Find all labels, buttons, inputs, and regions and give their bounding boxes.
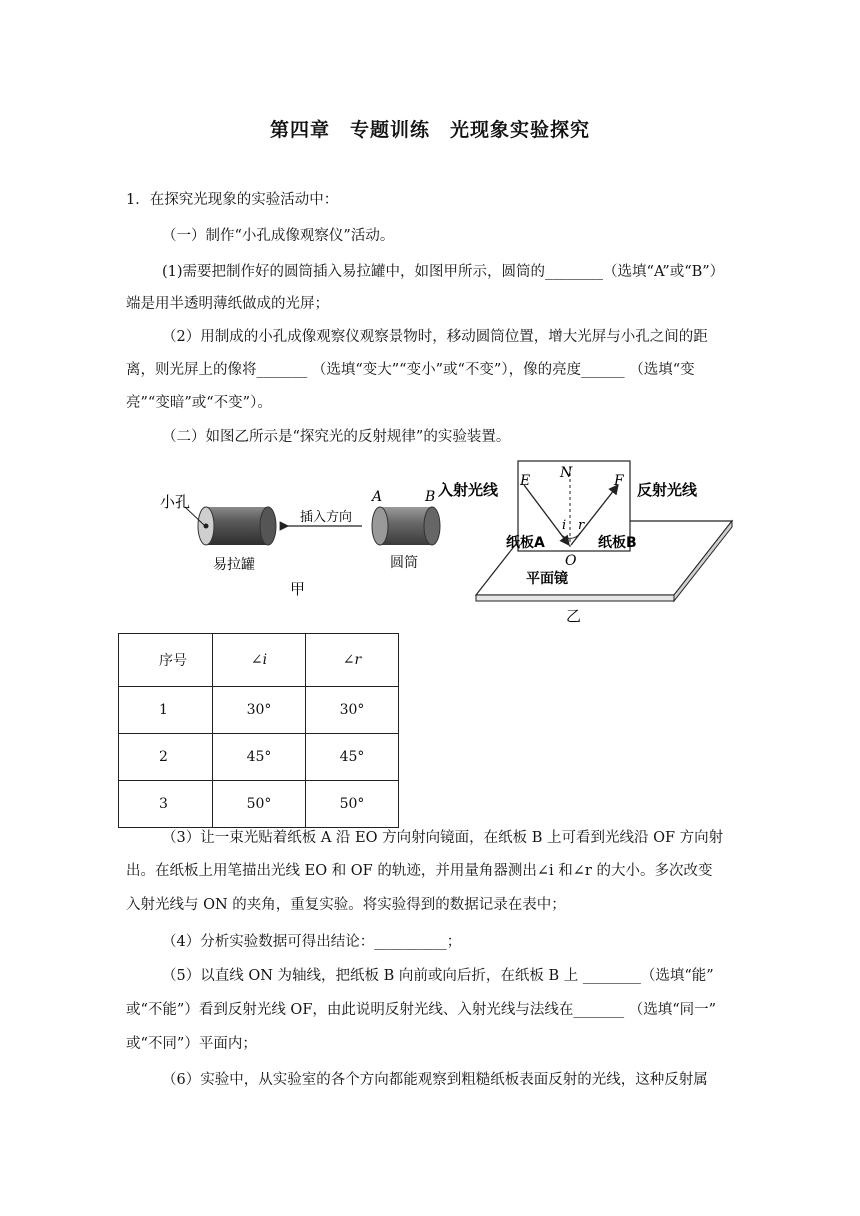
can-label: 易拉罐 — [213, 557, 255, 573]
subquestion-2-line-3: 亮”“变暗”或“不变”）。 — [126, 395, 272, 411]
tube-cylinder — [372, 507, 440, 545]
incident-ray-label: 入射光线 — [438, 481, 499, 499]
data-table — [118, 633, 399, 828]
cell-angle-r: 45° — [306, 734, 399, 781]
point-e-label: E — [520, 473, 531, 489]
header-angle-i: ∠i — [213, 634, 306, 687]
insert-direction-label: 插入方向 — [300, 510, 353, 525]
table-row — [119, 734, 399, 781]
part-1-heading: （一）制作“小孔成像观察仪”活动。 — [162, 228, 395, 244]
subquestion-2-line-2: 离，则光屏上的像将_______ （选填“变大”“变小”或“不变”），像的亮度______ （选填“变 — [126, 362, 695, 378]
board-a-label: 纸板A — [506, 535, 545, 551]
point-f-label: F — [614, 473, 624, 489]
cell-index: 1 — [119, 687, 213, 734]
cell-angle-i: 45° — [213, 734, 306, 781]
point-n-label: N — [560, 465, 573, 481]
tube-end-b-label: B — [425, 489, 436, 505]
question-1: 1．在探究光现象的实验活动中： — [126, 192, 339, 208]
table-row — [119, 781, 399, 828]
subquestion-1-line-1: (1)需要把制作好的圆筒插入易拉罐中，如图甲所示，圆筒的________（选填“A”或“B”） — [162, 264, 725, 280]
reflected-ray-label: 反射光线 — [637, 481, 698, 499]
subquestion-5-line-3: 或“不同”）平面内； — [126, 1036, 257, 1052]
subquestion-1-line-2: 端是用半透明薄纸做成的光屏； — [126, 296, 329, 312]
subquestion-5-line-2: 或“不能”）看到反射光线 OF，由此说明反射光线、入射光线与法线在_______ （选填“同一” — [126, 1002, 717, 1018]
can-cylinder — [198, 507, 276, 545]
table-row — [119, 687, 399, 734]
cell-angle-r: 50° — [306, 781, 399, 828]
point-o-label: O — [565, 553, 577, 569]
subquestion-3-line-3: 入射光线与 ON 的夹角，重复实验。将实验得到的数据记录在表中； — [126, 897, 566, 913]
cell-index: 3 — [119, 781, 213, 828]
hole-label: 小孔 — [160, 493, 191, 511]
cell-angle-i: 30° — [213, 687, 306, 734]
cell-angle-r: 30° — [306, 687, 399, 734]
figure-yi-caption: 乙 — [566, 607, 582, 625]
angle-r-label: r — [578, 518, 585, 533]
subquestion-3-line-2: 出。在纸板上用笔描出光线 EO 和 OF 的轨迹，并用量角器测出∠i 和∠r 的大小。多次改变 — [126, 863, 713, 879]
figure-jia-caption: 甲 — [290, 580, 306, 598]
tube-label: 圆筒 — [390, 555, 418, 571]
cell-index: 2 — [119, 734, 213, 781]
angle-i-label: i — [562, 518, 567, 533]
part-2-heading: （二）如图乙所示是“探究光的反射规律”的实验装置。 — [162, 429, 511, 445]
subquestion-3-line-1: （3）让一束光贴着纸板 A 沿 EO 方向射向镜面，在纸板 B 上可看到光线沿 OF 方向射 — [162, 830, 724, 846]
board-b-label: 纸板B — [598, 535, 637, 551]
header-index: 序号 — [119, 634, 213, 687]
cell-angle-i: 50° — [213, 781, 306, 828]
mirror-label: 平面镜 — [526, 571, 568, 587]
table-header-row — [119, 634, 399, 687]
experiment-figures — [140, 455, 740, 625]
subquestion-5-line-1: （5）以直线 ON 为轴线，把纸板 B 向前或向后折，在纸板 B 上 ________（选填“能” — [162, 968, 714, 984]
header-angle-r: ∠r — [306, 634, 399, 687]
page-title: 第四章 专题训练 光现象实验探究 — [269, 119, 590, 141]
subquestion-6-line-1: （6）实验中，从实验室的各个方向都能观察到粗糙纸板表面反射的光线，这种反射属 — [162, 1072, 708, 1088]
subquestion-2-line-1: （2）用制成的小孔成像观察仪观察景物时，移动圆筒位置，增大光屏与小孔之间的距 — [162, 329, 708, 345]
tube-end-a-label: A — [372, 489, 383, 505]
subquestion-4: （4）分析实验数据可得出结论：__________； — [162, 934, 462, 950]
